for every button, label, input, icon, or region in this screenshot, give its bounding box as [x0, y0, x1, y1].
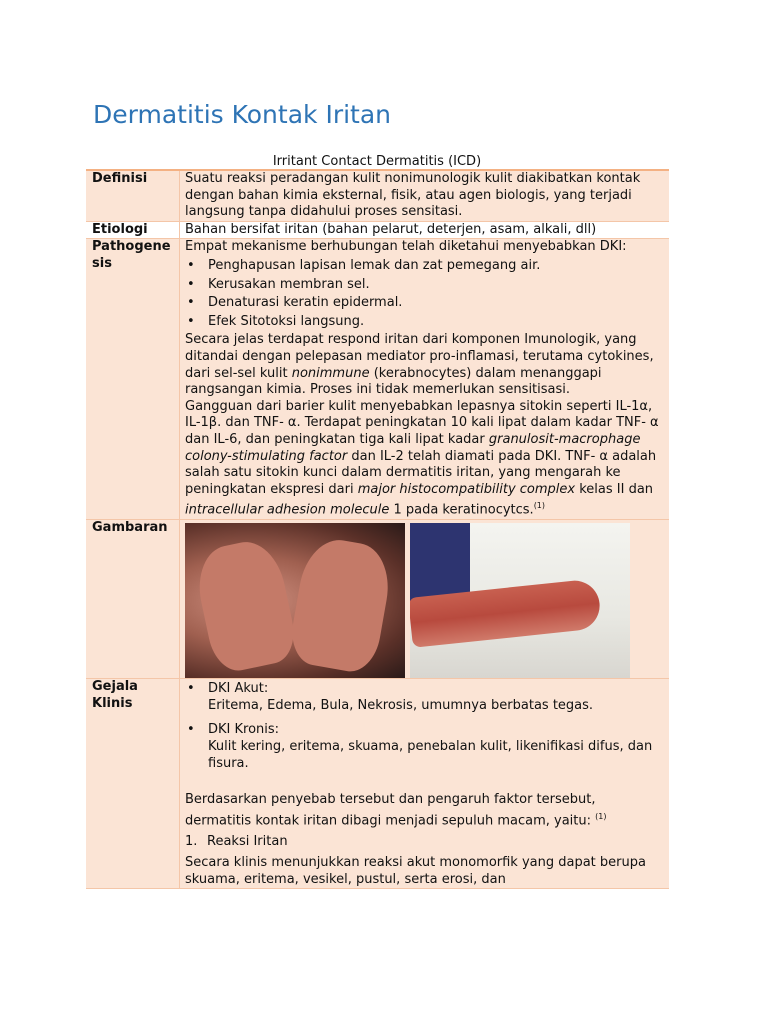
- row-gejala-klinis: [86, 679, 669, 889]
- label-pathogenesis: Pathogenesis: [86, 239, 180, 520]
- row-definisi: [86, 170, 669, 221]
- pathogenesis-list: [185, 258, 664, 330]
- text-definisi: Suatu reaksi peradangan kulit nonimunologik kulit diakibatkan kontak dengan bahan kimia eksternal, fisik, atau agen biologis, yang terjadi langsung tanpa didahului proses sensitasi.: [180, 170, 670, 221]
- numbered-item: 1. Reaksi Iritan: [185, 833, 288, 849]
- numbered-item-text: Secara klinis menunjukkan reaksi akut monomorfik yang dapat berupa skuama, eritema, vesikel, pustul, serta erosi, dan: [185, 855, 646, 887]
- hands-dermatitis-photo: [185, 523, 405, 678]
- list-item: • Denaturasi keratin epidermal.: [208, 295, 664, 312]
- text-pathogenesis: [180, 239, 670, 520]
- row-etiologi: [86, 221, 669, 239]
- label-gejala-klinis: Gejala Klinis: [86, 679, 180, 889]
- text-etiologi: Bahan bersifat iritan (bahan pelarut, deterjen, asam, alkali, dll): [180, 221, 670, 239]
- list-item: • Penghapusan lapisan lemak dan zat pemegang air.: [208, 258, 664, 275]
- label-etiologi: Etiologi: [86, 221, 180, 239]
- forearm-dermatitis-photo: [410, 523, 630, 678]
- page-title: Dermatitis Kontak Iritan: [93, 100, 392, 129]
- list-item: • Efek Sitotoksi langsung.: [208, 314, 664, 331]
- text-gejala-klinis: [180, 679, 670, 889]
- gejala-paragraph: Berdasarkan penyebab tersebut dan pengaruh faktor tersebut, dermatitis kontak iritan dibagi menjadi sepuluh macam, yaitu: $^{(1)}$: [185, 792, 607, 829]
- gejala-list: [185, 681, 664, 772]
- pathogenesis-intro: Empat mekanisme berhubungan telah diketahui menyebabkan DKI:: [185, 239, 627, 255]
- reference-mark: (1): [595, 811, 607, 821]
- row-pathogenesis: [86, 239, 669, 520]
- row-gambaran: [86, 520, 669, 679]
- table-caption: Irritant Contact Dermatitis (ICD): [272, 154, 482, 169]
- pathogenesis-paragraph-2: Gangguan dari barier kulit menyebabkan lepasnya sitokin seperti IL-1α, IL-1β. dan TNF- α. Terdapat peningkatan 10 kali lipat dalam kadar TNF- α dan IL-6, dan peningkatan tiga kali lipat kadar granulosit-macrophage colony-stimulating factor dan IL-2 telah diamati pada DKI. TNF- α adalah salah satu sitokin kunci dalam dermatitis iritan, yang mengarah ke peningkatan ekspresi dari major histocompatibility complex kelas II dan intracellular adhesion molecule 1 pada keratinocytcs.$^{(1)}$: [185, 398, 659, 518]
- icd-table: [86, 169, 669, 889]
- images-cell: [180, 520, 670, 679]
- list-item: • DKI Kronis: Kulit kering, eritema, skuama, penebalan kulit, likenifikasi difus, dan fisura.: [208, 722, 664, 772]
- label-definisi: Definisi: [86, 170, 180, 221]
- list-item: • DKI Akut: Eritema, Edema, Bula, Nekrosis, umumnya berbatas tegas.: [208, 681, 664, 714]
- label-gambaran: Gambaran: [86, 520, 180, 679]
- pathogenesis-paragraph-1: Secara jelas terdapat respond iritan dari komponen Imunologik, yang ditandai dengan pelepasan mediator pro-inflamasi, terutama cytokines, dari sel-sel kulit nonimmune (kerabnocytes) dalam menanggapi rangsangan kimia. Proses ini tidak memerlukan sensitisasi.: [185, 332, 654, 398]
- reference-mark: (1): [533, 501, 546, 511]
- list-item: • Kerusakan membran sel.: [208, 277, 664, 294]
